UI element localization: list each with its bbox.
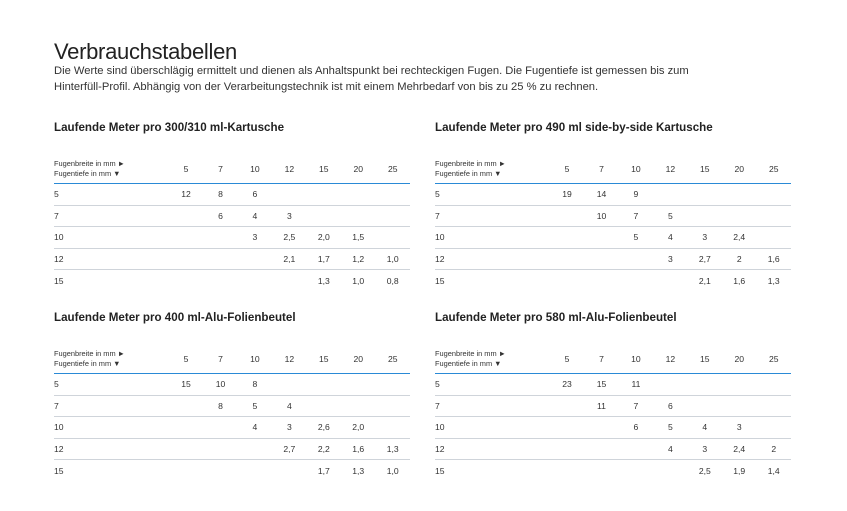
table-cell [375, 374, 410, 396]
table-cell [722, 374, 756, 396]
row-label: 7 [54, 395, 169, 417]
table-cell: 14 [584, 184, 618, 206]
column-header: 10 [238, 344, 272, 374]
table-cell [653, 270, 687, 291]
table-heading: Laufende Meter pro 490 ml side-by-side Kartusche [435, 121, 713, 134]
row-label: 10 [54, 227, 169, 249]
row-label: 7 [54, 205, 169, 227]
table-cell: 1,6 [733, 275, 746, 286]
table-cell [550, 460, 584, 481]
row-label: 7 [435, 395, 550, 417]
table-cell: 6 [619, 417, 653, 439]
table-cell: 5 [619, 227, 653, 249]
table-cell [169, 227, 203, 249]
table-cell [203, 460, 237, 481]
table-cell: 8 [238, 374, 272, 396]
table-cell: 4 [653, 438, 687, 460]
table-cell: 1,5 [341, 227, 375, 249]
table-row [54, 417, 410, 439]
table-cell: 2,4 [722, 438, 756, 460]
table-cell: 1,9 [733, 465, 746, 476]
table-cell [722, 395, 756, 417]
table-cell: 23 [550, 374, 584, 396]
consumption-table [435, 154, 791, 291]
table-cell [238, 248, 272, 270]
table-header-row [54, 154, 410, 184]
table-cell: 0,8 [386, 275, 399, 286]
table-cell [619, 248, 653, 270]
table-cell [375, 417, 410, 439]
table-row [435, 270, 791, 291]
column-header: 25 [375, 344, 410, 374]
table-cell [756, 374, 791, 396]
column-header: 15 [688, 154, 722, 184]
table-cell: 1,7 [317, 465, 330, 476]
table-cell [272, 270, 306, 291]
width-axis-label: Fugenbreite in mm ► [435, 348, 506, 358]
table-cell [307, 205, 341, 227]
table-cell [550, 438, 584, 460]
table-row [435, 205, 791, 227]
table-cell: 3 [238, 227, 272, 249]
column-header: 15 [307, 154, 341, 184]
row-label: 10 [54, 417, 169, 439]
table-cell: 3 [653, 248, 687, 270]
table-cell: 2 [756, 438, 791, 460]
table-header-row [435, 344, 791, 374]
table-cell [550, 205, 584, 227]
table-cell [375, 184, 410, 206]
table-cell: 3 [688, 438, 722, 460]
table-block-side-by-side-490 [435, 121, 791, 291]
table-cell [307, 184, 341, 206]
table-cell [203, 417, 237, 439]
table-cell: 4 [238, 205, 272, 227]
table-cell [688, 184, 722, 206]
table-heading: Laufende Meter pro 300/310 ml-Kartusche [54, 121, 285, 134]
table-cell: 7 [619, 205, 653, 227]
table-cell: 2,2 [307, 438, 341, 460]
table-heading: Laufende Meter pro 400 ml-Alu-Folienbeutel [54, 311, 296, 324]
table-cell: 6 [653, 395, 687, 417]
table-cell [550, 395, 584, 417]
depth-axis-label: Fugentiefe in mm ▼ [54, 358, 121, 368]
page-title: Verbrauchstabellen [54, 38, 237, 64]
table-cell [341, 395, 375, 417]
column-header: 15 [688, 344, 722, 374]
table-cell [550, 270, 584, 291]
row-label: 7 [435, 205, 550, 227]
axis-labels [435, 154, 550, 184]
table-cell [203, 438, 237, 460]
table-cell [756, 417, 791, 439]
table-cell [584, 227, 618, 249]
table-cell [619, 270, 653, 291]
table-cell [169, 438, 203, 460]
table-cell [169, 417, 203, 439]
table-cell: 3 [272, 205, 306, 227]
table-cell: 2,0 [307, 227, 341, 249]
table-cell: 6 [238, 184, 272, 206]
table-cell: 1,3 [767, 275, 780, 286]
table-cell [272, 460, 306, 481]
row-label: 5 [435, 184, 550, 206]
table-cell: 1,0 [375, 248, 410, 270]
table-row [435, 227, 791, 249]
table-cell: 1,2 [341, 248, 375, 270]
table-cell: 7 [619, 395, 653, 417]
column-header: 20 [341, 154, 375, 184]
axis-labels [435, 344, 550, 374]
table-cell [341, 374, 375, 396]
table-cell [756, 395, 791, 417]
table-cell [169, 205, 203, 227]
width-axis-label: Fugenbreite in mm ► [54, 348, 125, 358]
table-cell: 10 [584, 205, 618, 227]
table-cell: 4 [272, 395, 306, 417]
table-cell [169, 270, 203, 291]
table-row [54, 374, 410, 396]
table-cell [688, 395, 722, 417]
table-cell [375, 395, 410, 417]
depth-axis-label: Fugentiefe in mm ▼ [435, 168, 502, 178]
table-cell: 3 [722, 417, 756, 439]
table-row [435, 184, 791, 206]
column-header: 20 [722, 344, 756, 374]
column-header: 7 [584, 154, 618, 184]
row-label: 15 [54, 465, 64, 476]
table-cell [584, 417, 618, 439]
table-block-folienbeutel-400 [54, 311, 410, 481]
row-label: 12 [54, 248, 169, 270]
table-cell: 1,3 [317, 275, 330, 286]
table-cell [722, 205, 756, 227]
table-cell [203, 270, 237, 291]
table-header-row [54, 344, 410, 374]
table-row [54, 184, 410, 206]
column-header: 12 [272, 154, 306, 184]
column-header: 5 [550, 154, 584, 184]
table-cell [238, 438, 272, 460]
table-row [435, 374, 791, 396]
column-header: 7 [584, 344, 618, 374]
table-cell: 15 [584, 374, 618, 396]
table-row [435, 248, 791, 270]
column-header: 25 [375, 154, 410, 184]
table-cell [307, 395, 341, 417]
table-cell: 1,0 [352, 275, 365, 286]
row-label: 5 [54, 184, 169, 206]
table-cell [203, 248, 237, 270]
column-header: 10 [619, 154, 653, 184]
table-cell [688, 374, 722, 396]
table-cell: 19 [550, 184, 584, 206]
column-header: 15 [307, 344, 341, 374]
table-cell [238, 270, 272, 291]
table-cell: 11 [584, 395, 618, 417]
table-cell: 4 [688, 417, 722, 439]
intro-line: Die Werte sind überschlägig ermittelt und dienen als Anhaltspunkt bei rechteckigen Fugen. Die Fugentiefe ist gemessen bis zum [54, 65, 689, 77]
column-header: 5 [550, 344, 584, 374]
table-cell [584, 270, 618, 291]
table-cell: 2,6 [307, 417, 341, 439]
table-cell [307, 374, 341, 396]
table-row [54, 205, 410, 227]
table-cell: 10 [203, 374, 237, 396]
table-cell [653, 184, 687, 206]
table-cell [722, 184, 756, 206]
table-cell: 12 [169, 184, 203, 206]
table-block-folienbeutel-580 [435, 311, 791, 481]
table-cell: 5 [653, 417, 687, 439]
intro-line: Hinterfüll-Profil. Abhängig von der Verarbeitungstechnik ist mit einem Mehrbedarf von bis zu 25 % zu rechnen. [54, 80, 599, 93]
table-cell: 1,3 [352, 465, 365, 476]
table-cell [550, 417, 584, 439]
table-cell [169, 460, 203, 481]
row-label: 12 [435, 248, 550, 270]
table-cell: 4 [653, 227, 687, 249]
table-block-kartusche-310 [54, 121, 410, 291]
table-cell: 8 [203, 395, 237, 417]
column-header: 20 [341, 344, 375, 374]
width-axis-label: Fugenbreite in mm ► [435, 158, 506, 168]
table-cell [584, 248, 618, 270]
table-cell [756, 184, 791, 206]
column-header: 10 [238, 154, 272, 184]
column-header: 5 [169, 154, 203, 184]
table-cell: 4 [238, 417, 272, 439]
table-cell [584, 460, 618, 481]
table-cell: 1,4 [767, 465, 780, 476]
row-label: 12 [54, 438, 169, 460]
table-cell [375, 205, 410, 227]
column-header: 12 [653, 154, 687, 184]
table-row [54, 438, 410, 460]
depth-axis-label: Fugentiefe in mm ▼ [54, 168, 121, 178]
table-cell [169, 395, 203, 417]
table-cell: 3 [688, 227, 722, 249]
table-row [54, 248, 410, 270]
table-cell: 2,0 [341, 417, 375, 439]
table-cell [653, 460, 687, 481]
table-cell [375, 227, 410, 249]
column-header: 25 [756, 154, 791, 184]
table-cell [169, 248, 203, 270]
row-label: 10 [435, 227, 550, 249]
table-cell [272, 374, 306, 396]
axis-labels [54, 154, 169, 184]
table-cell: 2,5 [272, 227, 306, 249]
table-cell [653, 374, 687, 396]
table-cell: 5 [238, 395, 272, 417]
table-cell: 1,6 [756, 248, 791, 270]
table-cell: 2,4 [722, 227, 756, 249]
table-cell: 2 [722, 248, 756, 270]
column-header: 7 [203, 154, 237, 184]
table-row [435, 395, 791, 417]
table-cell: 1,3 [375, 438, 410, 460]
width-axis-label: Fugenbreite in mm ► [54, 158, 125, 168]
column-header: 20 [722, 154, 756, 184]
column-header: 25 [756, 344, 791, 374]
consumption-table [54, 344, 410, 481]
row-label: 10 [435, 417, 550, 439]
table-cell: 2,1 [698, 275, 711, 286]
table-heading: Laufende Meter pro 580 ml-Alu-Folienbeutel [435, 311, 677, 324]
table-cell [272, 184, 306, 206]
table-cell: 2,5 [698, 465, 711, 476]
table-cell: 2,7 [688, 248, 722, 270]
table-cell [203, 227, 237, 249]
table-cell: 5 [653, 205, 687, 227]
table-cell [756, 205, 791, 227]
column-header: 12 [272, 344, 306, 374]
row-label: 5 [54, 374, 169, 396]
table-row [54, 270, 410, 291]
table-cell [756, 227, 791, 249]
column-header: 7 [203, 344, 237, 374]
table-row [54, 460, 410, 481]
table-cell: 2,1 [272, 248, 306, 270]
table-cell: 1,6 [341, 438, 375, 460]
table-row [435, 460, 791, 481]
table-row [435, 417, 791, 439]
table-cell: 3 [272, 417, 306, 439]
row-label: 15 [54, 275, 64, 286]
table-row [435, 438, 791, 460]
table-cell: 15 [169, 374, 203, 396]
table-cell [341, 184, 375, 206]
depth-axis-label: Fugentiefe in mm ▼ [435, 358, 502, 368]
row-label: 15 [435, 465, 445, 476]
column-header: 10 [619, 344, 653, 374]
consumption-table [435, 344, 791, 481]
table-cell [688, 205, 722, 227]
table-row [54, 395, 410, 417]
consumption-table [54, 154, 410, 291]
table-cell: 1,0 [386, 465, 399, 476]
table-cell: 2,7 [272, 438, 306, 460]
column-header: 12 [653, 344, 687, 374]
column-header: 5 [169, 344, 203, 374]
intro-text [54, 64, 774, 95]
table-header-row [435, 154, 791, 184]
table-cell: 6 [203, 205, 237, 227]
axis-labels [54, 344, 169, 374]
table-cell [619, 438, 653, 460]
row-label: 5 [435, 374, 550, 396]
table-cell [550, 248, 584, 270]
table-cell: 1,7 [307, 248, 341, 270]
table-cell [550, 227, 584, 249]
row-label: 12 [435, 438, 550, 460]
row-label: 15 [435, 275, 445, 286]
table-cell [584, 438, 618, 460]
table-cell [341, 205, 375, 227]
table-cell: 9 [619, 184, 653, 206]
table-cell [619, 460, 653, 481]
table-cell: 11 [619, 374, 653, 396]
table-cell: 8 [203, 184, 237, 206]
table-cell [238, 460, 272, 481]
table-row [54, 227, 410, 249]
